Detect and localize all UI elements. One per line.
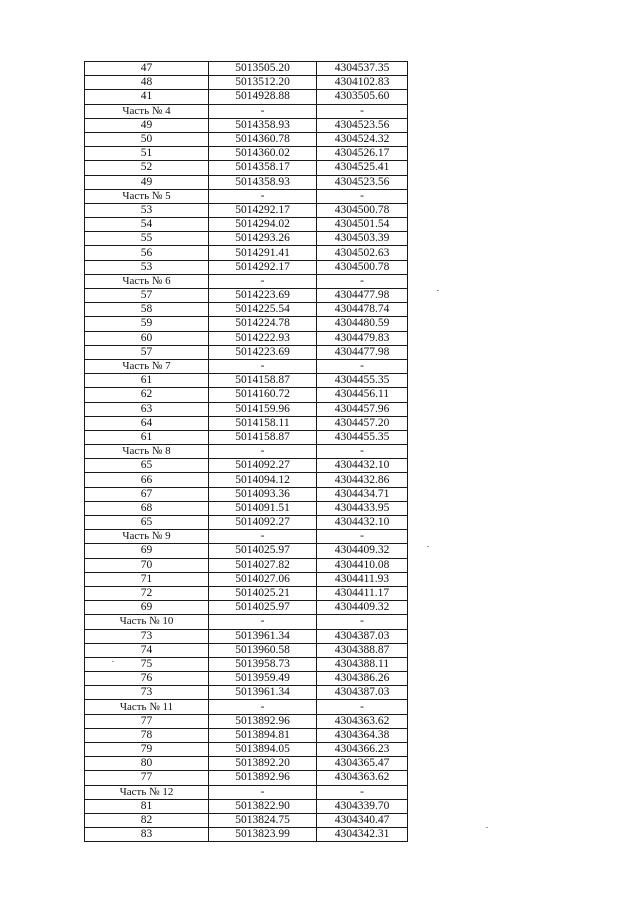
y-coordinate-cell: - <box>317 445 408 459</box>
y-coordinate-cell: 4304102.83 <box>317 76 408 90</box>
point-number-cell: Часть № 8 <box>85 445 209 459</box>
point-number-cell: 77 <box>85 714 209 728</box>
x-coordinate-cell: 5013961.34 <box>209 629 317 643</box>
point-number-cell: 72 <box>85 586 209 600</box>
table-row <box>85 813 408 827</box>
y-coordinate-cell: - <box>317 785 408 799</box>
x-coordinate-cell: 5014292.17 <box>209 203 317 217</box>
section-header-row <box>85 615 408 629</box>
y-coordinate-cell: 4304500.78 <box>317 260 408 274</box>
y-coordinate-cell: 4304523.56 <box>317 175 408 189</box>
point-number-cell: 78 <box>85 728 209 742</box>
y-coordinate-cell: 4304342.31 <box>317 828 408 842</box>
table-row <box>85 771 408 785</box>
y-coordinate-cell: 4304364.38 <box>317 728 408 742</box>
y-coordinate-cell: 4304525.41 <box>317 161 408 175</box>
y-coordinate-cell: 4304365.47 <box>317 757 408 771</box>
x-coordinate-cell: 5014292.17 <box>209 260 317 274</box>
point-number-cell: 47 <box>85 62 209 76</box>
point-number-cell: 61 <box>85 430 209 444</box>
table-row <box>85 232 408 246</box>
table-row <box>85 799 408 813</box>
section-header-row <box>85 189 408 203</box>
y-coordinate-cell: 4304526.17 <box>317 147 408 161</box>
table-row <box>85 246 408 260</box>
section-header-row <box>85 785 408 799</box>
table-row <box>85 218 408 232</box>
table-row <box>85 558 408 572</box>
y-coordinate-cell: 4304363.62 <box>317 771 408 785</box>
x-coordinate-cell: 5014091.51 <box>209 501 317 515</box>
table-row <box>85 686 408 700</box>
point-number-cell: 69 <box>85 544 209 558</box>
y-coordinate-cell: 4304455.35 <box>317 430 408 444</box>
table-row <box>85 416 408 430</box>
y-coordinate-cell: 4304411.17 <box>317 586 408 600</box>
section-header-row <box>85 445 408 459</box>
point-number-cell: 68 <box>85 501 209 515</box>
x-coordinate-cell: 5013960.58 <box>209 643 317 657</box>
table-row <box>85 629 408 643</box>
point-number-cell: 64 <box>85 416 209 430</box>
table-row <box>85 317 408 331</box>
table-row <box>85 459 408 473</box>
table-row <box>85 601 408 615</box>
y-coordinate-cell: 4304477.98 <box>317 289 408 303</box>
y-coordinate-cell: 4304410.08 <box>317 558 408 572</box>
y-coordinate-cell: 4304432.10 <box>317 516 408 530</box>
point-number-cell: 70 <box>85 558 209 572</box>
x-coordinate-cell: - <box>209 104 317 118</box>
x-coordinate-cell: 5014159.96 <box>209 402 317 416</box>
point-number-cell: 71 <box>85 572 209 586</box>
table-row <box>85 76 408 90</box>
y-coordinate-cell: 4304456.11 <box>317 388 408 402</box>
y-coordinate-cell: 4304386.26 <box>317 672 408 686</box>
x-coordinate-cell: 5014358.93 <box>209 118 317 132</box>
y-coordinate-cell: 4303505.60 <box>317 90 408 104</box>
point-number-cell: 59 <box>85 317 209 331</box>
table-row <box>85 473 408 487</box>
x-coordinate-cell: 5014223.69 <box>209 345 317 359</box>
y-coordinate-cell: 4304523.56 <box>317 118 408 132</box>
table-row <box>85 331 408 345</box>
point-number-cell: 58 <box>85 303 209 317</box>
table-row <box>85 203 408 217</box>
y-coordinate-cell: 4304479.83 <box>317 331 408 345</box>
table-row <box>85 572 408 586</box>
y-coordinate-cell: 4304432.10 <box>317 459 408 473</box>
x-coordinate-cell: 5014027.06 <box>209 572 317 586</box>
x-coordinate-cell: - <box>209 785 317 799</box>
y-coordinate-cell: 4304409.32 <box>317 544 408 558</box>
section-header-row <box>85 700 408 714</box>
table-row <box>85 757 408 771</box>
coordinates-table <box>84 61 408 842</box>
y-coordinate-cell: - <box>317 615 408 629</box>
y-coordinate-cell: 4304363.62 <box>317 714 408 728</box>
table-row <box>85 118 408 132</box>
point-number-cell: 81 <box>85 799 209 813</box>
x-coordinate-cell: 5013958.73 <box>209 657 317 671</box>
y-coordinate-cell: 4304387.03 <box>317 629 408 643</box>
table-row <box>85 175 408 189</box>
y-coordinate-cell: 4304500.78 <box>317 203 408 217</box>
point-number-cell: Часть № 9 <box>85 530 209 544</box>
point-number-cell: Часть № 4 <box>85 104 209 118</box>
x-coordinate-cell: 5013961.34 <box>209 686 317 700</box>
table-row <box>85 430 408 444</box>
point-number-cell: Часть № 11 <box>85 700 209 714</box>
table-row <box>85 501 408 515</box>
y-coordinate-cell: 4304388.11 <box>317 657 408 671</box>
point-number-cell: 55 <box>85 232 209 246</box>
x-coordinate-cell: 5014360.02 <box>209 147 317 161</box>
y-coordinate-cell: 4304339.70 <box>317 799 408 813</box>
point-number-cell: 57 <box>85 345 209 359</box>
y-coordinate-cell: 4304503.39 <box>317 232 408 246</box>
point-number-cell: 63 <box>85 402 209 416</box>
x-coordinate-cell: 5013512.20 <box>209 76 317 90</box>
x-coordinate-cell: - <box>209 700 317 714</box>
point-number-cell: 79 <box>85 743 209 757</box>
table-row <box>85 586 408 600</box>
x-coordinate-cell: 5014223.69 <box>209 289 317 303</box>
y-coordinate-cell: - <box>317 274 408 288</box>
y-coordinate-cell: 4304502.63 <box>317 246 408 260</box>
x-coordinate-cell: 5014092.27 <box>209 516 317 530</box>
table-row <box>85 147 408 161</box>
point-number-cell: 65 <box>85 516 209 530</box>
x-coordinate-cell: 5013505.20 <box>209 62 317 76</box>
table-row <box>85 161 408 175</box>
table-row <box>85 132 408 146</box>
table-row <box>85 516 408 530</box>
y-coordinate-cell: 4304524.32 <box>317 132 408 146</box>
point-number-cell: 41 <box>85 90 209 104</box>
point-number-cell: Часть № 5 <box>85 189 209 203</box>
y-coordinate-cell: 4304366.23 <box>317 743 408 757</box>
x-coordinate-cell: - <box>209 189 317 203</box>
table-row <box>85 289 408 303</box>
y-coordinate-cell: 4304455.35 <box>317 374 408 388</box>
x-coordinate-cell: 5013959.49 <box>209 672 317 686</box>
point-number-cell: 75 <box>85 657 209 671</box>
y-coordinate-cell: - <box>317 359 408 373</box>
table-row <box>85 657 408 671</box>
y-coordinate-cell: - <box>317 189 408 203</box>
section-header-row <box>85 274 408 288</box>
x-coordinate-cell: 5013892.20 <box>209 757 317 771</box>
table-row <box>85 828 408 842</box>
section-header-row <box>85 530 408 544</box>
point-number-cell: 77 <box>85 771 209 785</box>
table-row <box>85 260 408 274</box>
point-number-cell: 49 <box>85 175 209 189</box>
y-coordinate-cell: 4304457.20 <box>317 416 408 430</box>
point-number-cell: 50 <box>85 132 209 146</box>
scan-speck <box>437 290 439 291</box>
x-coordinate-cell: 5014160.72 <box>209 388 317 402</box>
x-coordinate-cell: 5014025.97 <box>209 601 317 615</box>
x-coordinate-cell: 5014928.88 <box>209 90 317 104</box>
point-number-cell: 53 <box>85 203 209 217</box>
point-number-cell: 57 <box>85 289 209 303</box>
table-row <box>85 672 408 686</box>
x-coordinate-cell: 5013822.90 <box>209 799 317 813</box>
x-coordinate-cell: 5014158.11 <box>209 416 317 430</box>
scan-speck <box>427 546 429 547</box>
y-coordinate-cell: 4304480.59 <box>317 317 408 331</box>
point-number-cell: 56 <box>85 246 209 260</box>
point-number-cell: Часть № 10 <box>85 615 209 629</box>
table-row <box>85 728 408 742</box>
y-coordinate-cell: 4304501.54 <box>317 218 408 232</box>
x-coordinate-cell: 5014158.87 <box>209 374 317 388</box>
table-row <box>85 90 408 104</box>
y-coordinate-cell: 4304478.74 <box>317 303 408 317</box>
table-row <box>85 544 408 558</box>
x-coordinate-cell: - <box>209 359 317 373</box>
y-coordinate-cell: 4304457.96 <box>317 402 408 416</box>
point-number-cell: 51 <box>85 147 209 161</box>
table-row <box>85 643 408 657</box>
y-coordinate-cell: - <box>317 530 408 544</box>
point-number-cell: 60 <box>85 331 209 345</box>
point-number-cell: 74 <box>85 643 209 657</box>
y-coordinate-cell: 4304387.03 <box>317 686 408 700</box>
table-row <box>85 62 408 76</box>
y-coordinate-cell: 4304388.87 <box>317 643 408 657</box>
section-header-row <box>85 104 408 118</box>
table-row <box>85 345 408 359</box>
x-coordinate-cell: 5014092.27 <box>209 459 317 473</box>
scan-speck <box>486 827 488 828</box>
y-coordinate-cell: 4304434.71 <box>317 487 408 501</box>
y-coordinate-cell: 4304340.47 <box>317 813 408 827</box>
point-number-cell: 82 <box>85 813 209 827</box>
y-coordinate-cell: 4304411.93 <box>317 572 408 586</box>
y-coordinate-cell: 4304433.95 <box>317 501 408 515</box>
point-number-cell: 53 <box>85 260 209 274</box>
point-number-cell: 73 <box>85 686 209 700</box>
table-row <box>85 374 408 388</box>
x-coordinate-cell: 5014291.41 <box>209 246 317 260</box>
y-coordinate-cell: 4304477.98 <box>317 345 408 359</box>
point-number-cell: 69 <box>85 601 209 615</box>
x-coordinate-cell: - <box>209 274 317 288</box>
x-coordinate-cell: 5014025.97 <box>209 544 317 558</box>
x-coordinate-cell: 5014222.93 <box>209 331 317 345</box>
y-coordinate-cell: 4304432.86 <box>317 473 408 487</box>
x-coordinate-cell: 5014158.87 <box>209 430 317 444</box>
point-number-cell: 66 <box>85 473 209 487</box>
point-number-cell: 65 <box>85 459 209 473</box>
table-row <box>85 303 408 317</box>
x-coordinate-cell: - <box>209 530 317 544</box>
point-number-cell: 62 <box>85 388 209 402</box>
point-number-cell: Часть № 12 <box>85 785 209 799</box>
table-row <box>85 743 408 757</box>
x-coordinate-cell: 5014293.26 <box>209 232 317 246</box>
y-coordinate-cell: - <box>317 700 408 714</box>
y-coordinate-cell: 4304537.35 <box>317 62 408 76</box>
table-row <box>85 402 408 416</box>
table-row <box>85 388 408 402</box>
point-number-cell: 80 <box>85 757 209 771</box>
point-number-cell: Часть № 6 <box>85 274 209 288</box>
point-number-cell: 49 <box>85 118 209 132</box>
coordinates-table-body <box>85 62 408 842</box>
x-coordinate-cell: 5013894.81 <box>209 728 317 742</box>
x-coordinate-cell: 5014294.02 <box>209 218 317 232</box>
x-coordinate-cell: - <box>209 615 317 629</box>
x-coordinate-cell: 5013824.75 <box>209 813 317 827</box>
point-number-cell: Часть № 7 <box>85 359 209 373</box>
table-row <box>85 487 408 501</box>
y-coordinate-cell: - <box>317 104 408 118</box>
point-number-cell: 48 <box>85 76 209 90</box>
x-coordinate-cell: 5014358.93 <box>209 175 317 189</box>
x-coordinate-cell: 5014224.78 <box>209 317 317 331</box>
x-coordinate-cell: 5013823.99 <box>209 828 317 842</box>
x-coordinate-cell: 5014093.36 <box>209 487 317 501</box>
x-coordinate-cell: 5013894.05 <box>209 743 317 757</box>
x-coordinate-cell: 5014225.54 <box>209 303 317 317</box>
x-coordinate-cell: 5013892.96 <box>209 714 317 728</box>
y-coordinate-cell: 4304409.32 <box>317 601 408 615</box>
point-number-cell: 61 <box>85 374 209 388</box>
scan-speck <box>112 661 114 662</box>
x-coordinate-cell: 5013892.96 <box>209 771 317 785</box>
point-number-cell: 67 <box>85 487 209 501</box>
point-number-cell: 76 <box>85 672 209 686</box>
point-number-cell: 52 <box>85 161 209 175</box>
x-coordinate-cell: 5014025.21 <box>209 586 317 600</box>
x-coordinate-cell: 5014360.78 <box>209 132 317 146</box>
x-coordinate-cell: - <box>209 445 317 459</box>
table-row <box>85 714 408 728</box>
x-coordinate-cell: 5014358.17 <box>209 161 317 175</box>
point-number-cell: 54 <box>85 218 209 232</box>
point-number-cell: 83 <box>85 828 209 842</box>
section-header-row <box>85 359 408 373</box>
x-coordinate-cell: 5014027.82 <box>209 558 317 572</box>
point-number-cell: 73 <box>85 629 209 643</box>
x-coordinate-cell: 5014094.12 <box>209 473 317 487</box>
